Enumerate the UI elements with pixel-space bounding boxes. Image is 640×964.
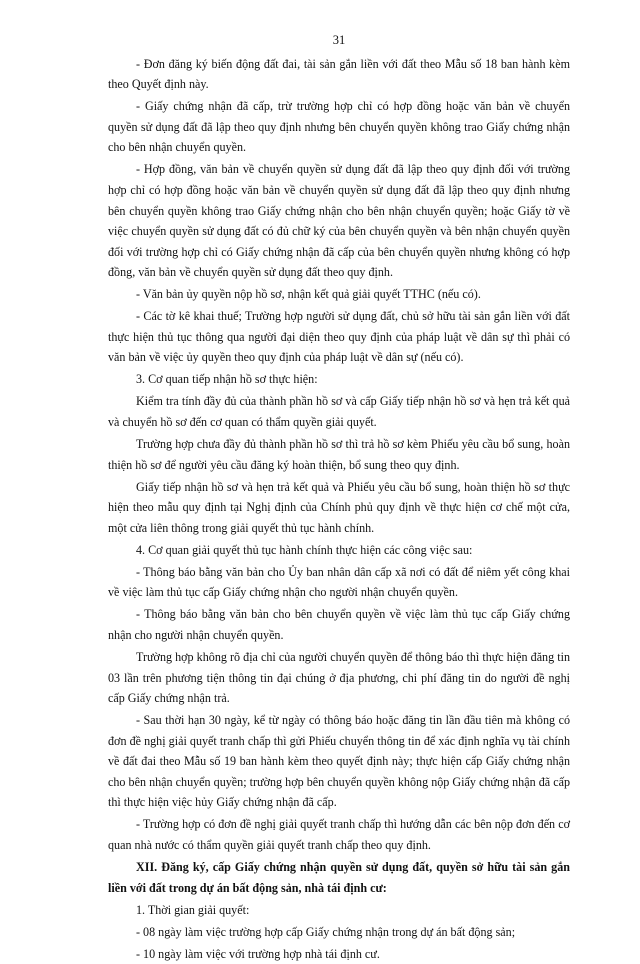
paragraph: - Đơn đăng ký biến động đất đai, tài sản gắn liền với đất theo Mẫu số 18 ban hành kèm theo Quyết định này. [108, 56, 570, 92]
paragraph: Giấy tiếp nhận hồ sơ và hẹn trả kết quả và Phiếu yêu cầu bổ sung, hoàn thiện hồ sơ thực hiện theo mẫu quy định tại Nghị định của Chính phủ quy định về thực hiện cơ chế một cửa, một cửa liên thông trong giải quyết thủ tục hành chính. [108, 479, 570, 535]
section-heading: XII. Đăng ký, cấp Giấy chứng nhận quyền sử dụng đất, quyền sở hữu tài sản gắn liền với đất trong dự án bất động sản, nhà tái định cư: [108, 860, 570, 895]
paragraph: - Trường hợp có đơn đề nghị giải quyết tranh chấp thì hướng dẫn các bên nộp đơn đến cơ quan nhà nước có thẩm quyền giải quyết tranh chấp theo quy định. [108, 817, 570, 853]
paragraph: - Văn bản ủy quyền nộp hồ sơ, nhận kết quả giải quyết TTHC (nếu có). [136, 287, 481, 302]
paragraph: - Hợp đồng, văn bản về chuyển quyền sử dụng đất đã lập theo quy định đối với trường hợp chỉ có hợp đồng hoặc văn bản về chuyển quyền sử dụng đất đã lập theo quy định nhưng bên chuyển quyền không trao Giấy chứng nhận cho bên nhận chuyển quyền; hoặc Giấy tờ về việc chuyển quyền sử dụng đất có đủ chữ ký của bên chuyển quyền và bên nhận chuyển quyền đối với trường hợp chỉ có Giấy chứng nhận đã cấp của bên chuyển quyền nhưng không có hợp đồng, văn bản về chuyển quyền sử dụng đất theo quy định. [108, 162, 570, 280]
paragraph: 3. Cơ quan tiếp nhận hồ sơ thực hiện: [136, 372, 318, 387]
section-paragraph: 1. Thời gian giải quyết: [136, 902, 250, 917]
paragraph: Kiểm tra tính đầy đủ của thành phần hồ sơ và cấp Giấy tiếp nhận hồ sơ và hẹn trả kết quả và chuyển hồ sơ đến cơ quan có thẩm quyền giải quyết. [108, 394, 570, 430]
paragraph: - Sau thời hạn 30 ngày, kể từ ngày có thông báo hoặc đăng tin lần đầu tiên mà không có đơn đề nghị giải quyết tranh chấp thì gửi Phiếu chuyển thông tin để xác định nghĩa vụ tài chính về đất đai theo Mẫu số 19 ban hành kèm theo quyết định này; thực hiện cấp Giấy chứng nhận cho bên nhận chuyển quyền; trường hợp bên chuyển quyền không nộp Giấy chứng nhận đã cấp thì thực hiện việc hủy Giấy chứng nhận đã cấp. [108, 713, 570, 810]
paragraph: Trường hợp không rõ địa chỉ của người chuyển quyền để thông báo thì thực hiện đăng tin 03 lần trên phương tiện thông tin đại chúng ở địa phương, chi phí đăng tin do người đề nghị cấp Giấy chứng nhận trả. [108, 649, 570, 706]
section-paragraph: - 08 ngày làm việc trường hợp cấp Giấy chứng nhận trong dự án bất động sản; [136, 924, 516, 939]
paragraph: 4. Cơ quan giải quyết thủ tục hành chính thực hiện các công việc sau: [136, 542, 473, 557]
paragraph: - Giấy chứng nhận đã cấp, trừ trường hợp chỉ có hợp đồng hoặc văn bản về chuyển quyền sử dụng đất đã lập theo quy định nhưng bên chuyển quyền không trao Giấy chứng nhận cho bên nhận chuyển quyền. [108, 99, 570, 155]
section-paragraph: - 10 ngày làm việc với trường hợp nhà tái định cư. [136, 946, 380, 961]
paragraph: - Các tờ kê khai thuế; Trường hợp người sử dụng đất, chủ sở hữu tài sản gắn liền với đất thực hiện thủ tục thông qua người đại diện theo quy định của pháp luật về dân sự thì phải có văn bản về việc ủy quyền theo quy định của pháp luật về dân sự (nếu có). [108, 309, 570, 365]
page-number: 31 [332, 33, 346, 47]
paragraph: - Thông báo bằng văn bản cho Ủy ban nhân dân cấp xã nơi có đất để niêm yết công khai về việc làm thủ tục cấp Giấy chứng nhận cho người nhận chuyển quyền. [108, 564, 570, 600]
paragraph: Trường hợp chưa đầy đủ thành phần hồ sơ thì trả hồ sơ kèm Phiếu yêu cầu bổ sung, hoàn thiện hồ sơ để người yêu cầu đăng ký hoàn thiện, bổ sung theo quy định. [108, 437, 570, 472]
paragraph: - Thông báo bằng văn bản cho bên chuyển quyền về việc làm thủ tục cấp Giấy chứng nhận cho người nhận chuyển quyền. [108, 607, 570, 642]
